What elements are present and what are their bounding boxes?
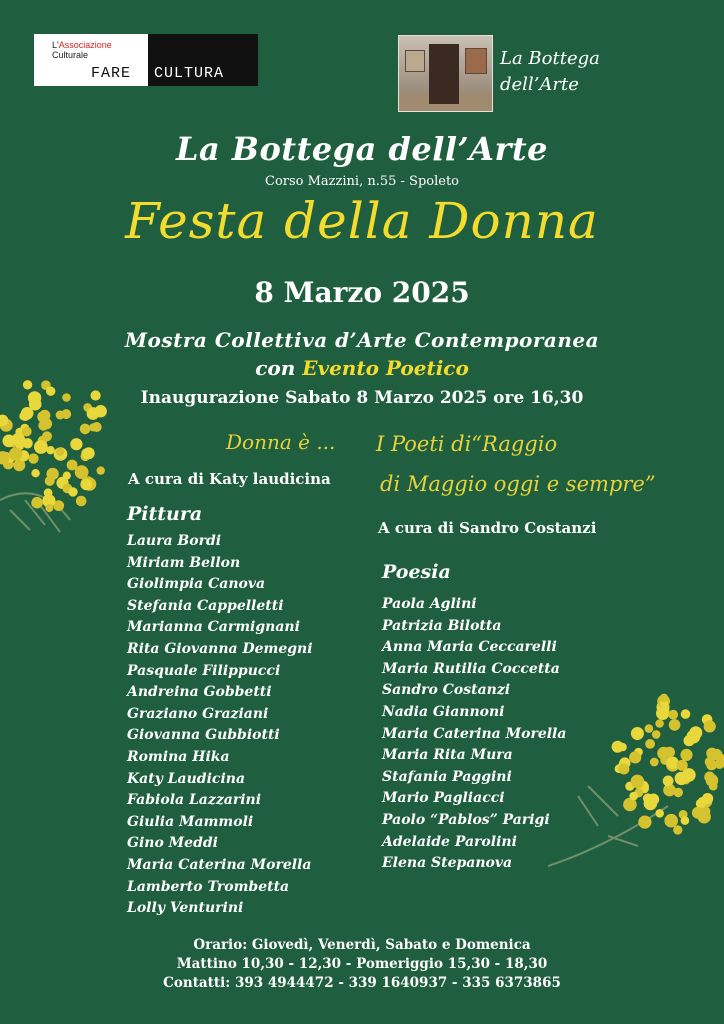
event-title: Festa della Donna <box>125 192 599 250</box>
opening-days: Orario: Giovedì, Venerdì, Sabato e Domenica <box>193 937 531 953</box>
event-date: 8 Marzo 2025 <box>254 276 470 309</box>
right-curator: A cura di Sandro Costanzi <box>378 519 597 537</box>
artist-name: Graziano Graziani <box>127 705 269 722</box>
opening-hours: Mattino 10,30 - 12,30 - Pomeriggio 15,30 - 18,30 <box>176 956 548 972</box>
artist-name: Giovanna Gubbiotti <box>127 727 280 744</box>
poet-name: Stafania Paggini <box>382 768 512 785</box>
left-script-title: Donna è ... <box>226 430 336 454</box>
artist-name: Rita Giovanna Demegni <box>127 640 313 657</box>
right-script-title-line2: di Maggio oggi e sempre” <box>380 472 656 496</box>
artist-name: Gino Meddi <box>127 835 218 852</box>
pittura-heading: Pittura <box>127 503 203 525</box>
venue-title: La Bottega dell’Arte <box>176 130 548 168</box>
poet-name: Paola Aglini <box>382 596 477 612</box>
poetic-event-line: con Evento Poetico <box>255 356 469 380</box>
artist-name: Fabiola Lazzarini <box>127 792 262 809</box>
poet-name: Mario Pagliacci <box>382 790 505 807</box>
poet-name: Maria Caterina Morella <box>382 725 567 742</box>
artist-name: Lamberto Trombetta <box>127 878 290 895</box>
artist-name: Lolly Venturini <box>127 900 244 917</box>
logo-dark-panel <box>148 34 258 86</box>
right-script-title-line1: I Poeti di“Raggio <box>376 432 558 456</box>
artist-name: Katy Laudicina <box>127 770 246 787</box>
exhibition-title: Mostra Collettiva d’Arte Contemporanea <box>124 328 600 352</box>
contacts: Contatti: 393 4944472 - 339 1640937 - 335 6373865 <box>163 975 561 991</box>
artist-name: Andreina Gobbetti <box>127 684 272 701</box>
poesia-heading: Poesia <box>382 561 451 583</box>
artist-name: Marianna Carmignani <box>127 619 300 636</box>
pittura-artist-list <box>127 531 313 920</box>
artist-name: Maria Caterina Morella <box>127 856 312 873</box>
logo-word-fare: FARE <box>91 65 132 82</box>
mimosa-flower-right <box>548 686 724 876</box>
artist-name: Laura Bordi <box>127 533 222 549</box>
artist-name: Giulia Mammoli <box>127 813 254 830</box>
poet-name: Elena Stepanova <box>382 855 513 872</box>
artist-name: Romina Hika <box>127 748 230 765</box>
poet-name: Adelaide Parolini <box>382 833 517 850</box>
poet-name: Paolo “Pablos” Parigi <box>382 811 550 828</box>
poet-name: Patrizia Bilotta <box>382 617 502 634</box>
mimosa-flower-left <box>0 360 120 540</box>
poesia-poet-list <box>382 594 566 875</box>
gallery-photo <box>398 35 493 112</box>
poet-name: Nadia Giannoni <box>382 703 505 720</box>
logo-association-text: L'Associazione Culturale <box>52 40 112 60</box>
poet-name: Anna Maria Ceccarelli <box>382 639 557 656</box>
inauguration-line: Inaugurazione Sabato 8 Marzo 2025 ore 16,30 <box>140 388 584 408</box>
poet-name: Maria Rutilia Coccetta <box>382 660 560 677</box>
poet-name: Maria Rita Mura <box>382 747 513 764</box>
artist-name: Giolimpia Canova <box>127 576 266 593</box>
artist-name: Pasquale Filippucci <box>127 662 281 679</box>
artist-name: Miriam Bellon <box>127 554 241 571</box>
left-curator: A cura di Katy laudicina <box>128 470 331 488</box>
artist-name: Stefania Cappelletti <box>127 597 284 614</box>
logo-word-cultura: CULTURA <box>154 65 225 82</box>
bottega-logo-text: La Bottega dell’Arte <box>500 48 600 95</box>
fare-cultura-logo <box>34 34 258 86</box>
venue-address: Corso Mazzini, n.55 - Spoleto <box>265 174 459 189</box>
poet-name: Sandro Costanzi <box>382 682 511 699</box>
